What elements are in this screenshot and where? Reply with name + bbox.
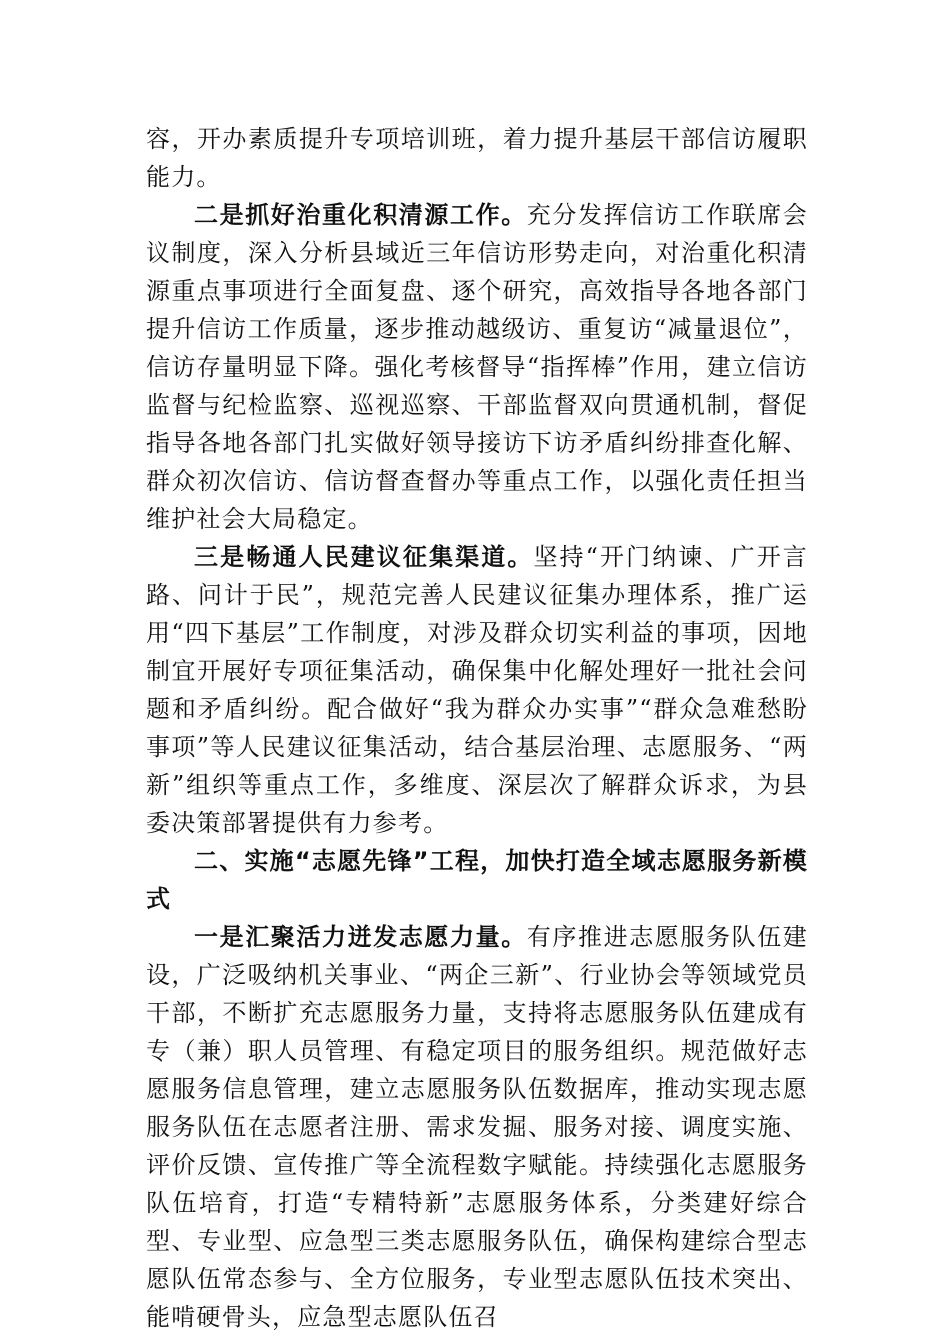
paragraph-suggestions	[146, 538, 808, 842]
document-page	[146, 120, 808, 1336]
paragraph-text: 有序推进志愿服务队伍建设，广泛吸纳机关事业、“两企三新”、行业协会等领域党员干部，不断扩充志愿服务力量，支持将志愿服务队伍建成有专（兼）职人员管理、有稳定项目的服务组织。规范做好志愿服务信息管理，建立志愿服务队伍数据库，推动实现志愿服务队伍在志愿者注册、需求发掘、服务对接、调度实施、评价反馈、宣传推广等全流程数字赋能。持续强化志愿服务队伍培育，打造“专精特新”志愿服务体系，分类建好综合型、专业型、应急型三类志愿服务队伍，确保构建综合型志愿队伍常态参与、全方位服务，专业型志愿队伍技术突出、能啃硬骨头，应急型志愿队伍召	[146, 923, 808, 1331]
paragraph-text: 容，开办素质提升专项培训班，着力提升基层干部信访履职能力。	[146, 125, 808, 191]
paragraph-continuation	[146, 120, 808, 196]
paragraph-volunteer	[146, 918, 808, 1336]
paragraph-text: 坚持“开门纳谏、广开言路、问计于民”，规范完善人民建议征集办理体系，推广运用“四下基层”工作制度，对涉及群众切实利益的事项，因地制宜开展好专项征集活动，确保集中化解处理好一批社会问题和矛盾纠纷。配合做好“我为群众办实事”“群众急难愁盼事项”等人民建议征集活动，结合基层治理、志愿服务、“两新”组织等重点工作，多维度、深层次了解群众诉求，为县委决策部署提供有力参考。	[146, 543, 809, 837]
paragraph-lead: 三是畅通人民建议征集渠道。	[194, 543, 534, 571]
paragraph-text: 充分发挥信访工作联席会议制度，深入分析县域近三年信访形势走向，对治重化积清源重点事项进行全面复盘、逐个研究，高效指导各地各部门提升信访工作质量，逐步推动越级访、重复访“减量退位”，信访存量明显下降。强化考核督导“指挥棒”作用，建立信访监督与纪检监察、巡视巡察、干部监督双向贯通机制，督促指导各地各部门扎实做好领导接访下访矛盾纠纷排查化解、群众初次信访、信访督查督办等重点工作，以强化责任担当维护社会大局稳定。	[146, 201, 808, 533]
section-heading: 二、实施“志愿先锋”工程，加快打造全域志愿服务新模式	[146, 847, 808, 913]
paragraph-lead: 一是汇聚活力迸发志愿力量。	[194, 923, 527, 951]
paragraph-governance	[146, 196, 808, 538]
paragraph-lead: 二是抓好治重化积清源工作。	[194, 201, 527, 229]
